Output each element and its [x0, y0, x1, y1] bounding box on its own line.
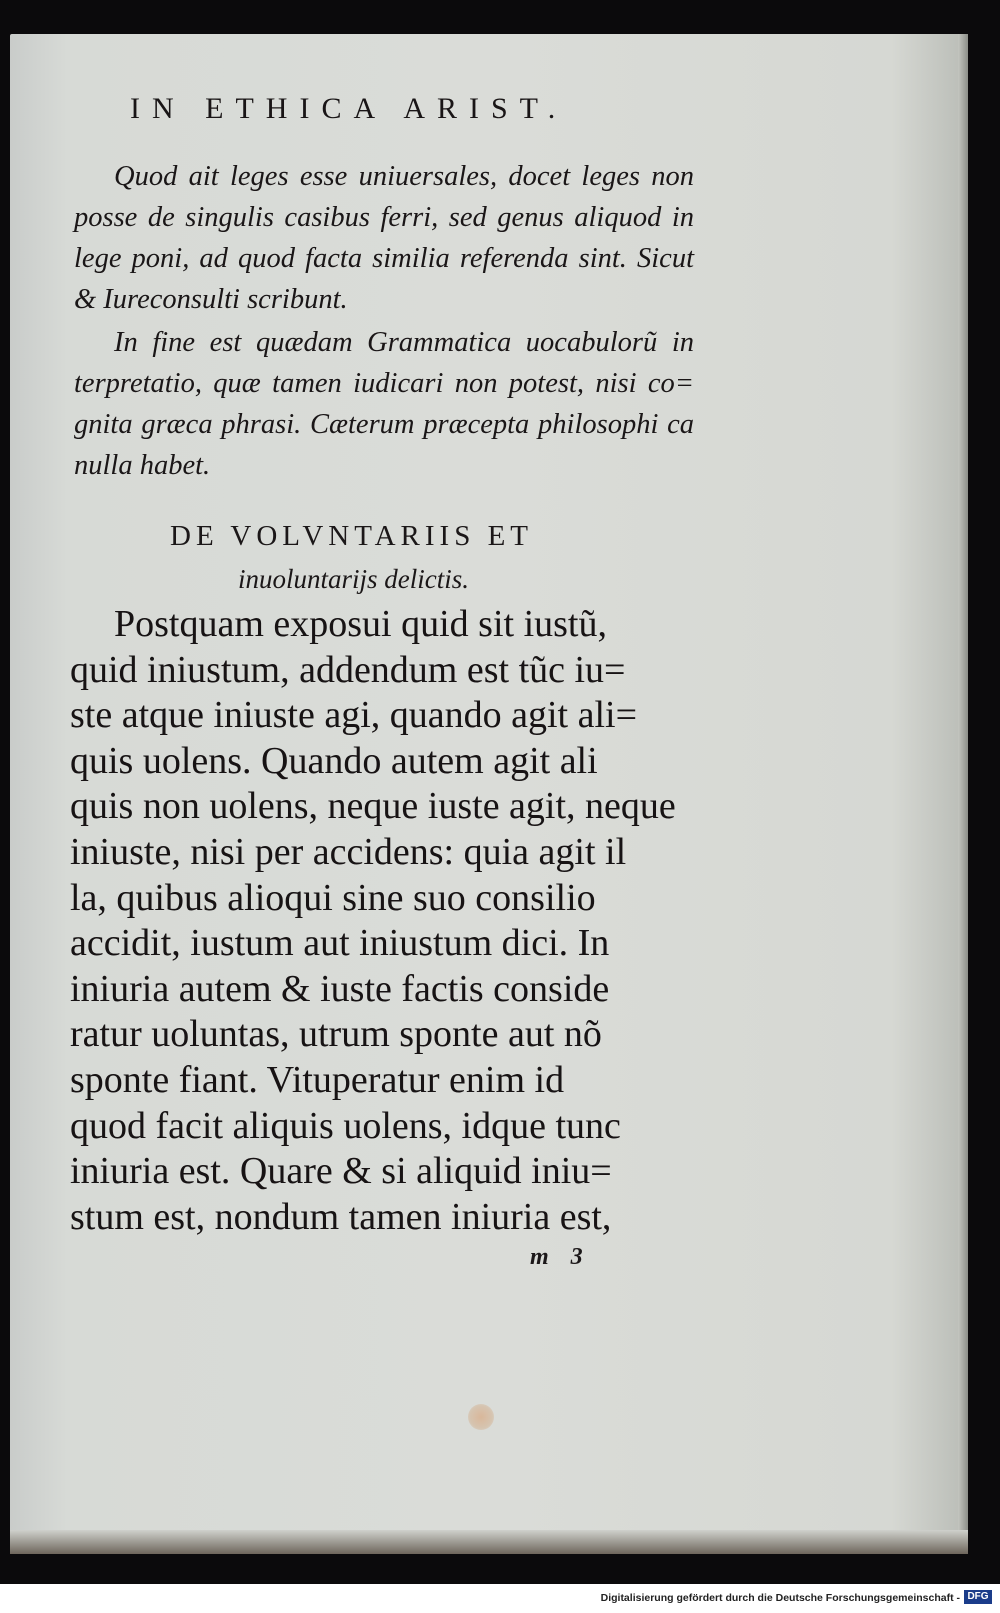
- body-line: Postquam exposui quid sit iustũ,: [114, 603, 607, 645]
- body-line: iniuste, nisi per accidens: quia agit il: [70, 830, 627, 873]
- body-line: iniuria est. Quare & si aliquid iniu=: [70, 1150, 612, 1193]
- footer-bar: [0, 1584, 1000, 1613]
- paper-stain: [468, 1404, 494, 1430]
- body-line: iniuria autem & iuste factis conside: [70, 967, 610, 1010]
- section-subheading: inuoluntarijs delictis.: [238, 564, 470, 594]
- body-line: quid iniustum, addendum est tũc iu=: [70, 648, 626, 691]
- body-line: ratur uoluntas, utrum sponte aut nõ: [70, 1013, 602, 1056]
- footer-credit: Digitalisierung gefördert durch die Deutsche Forschungsgemeinschaft -: [600, 1592, 960, 1604]
- commentary-paragraph: Quod ait leges esse uniuersales, docet leges non posse de singulis casibus ferri, sed genus aliquod in lege poni, ad quod facta similia referenda sint. Sicut & Iureconsulti scribunt.: [74, 161, 694, 315]
- dfg-logo: DFG: [964, 1590, 992, 1604]
- signature-mark: m 3: [530, 1244, 591, 1270]
- body-line: sponte fiant. Vituperatur enim id: [70, 1058, 565, 1101]
- running-head: IN ETHICA ARIST.: [130, 92, 568, 125]
- body-text: [70, 602, 710, 1240]
- body-line: accidit, iustum aut iniustum dici. In: [70, 922, 610, 965]
- body-line: stum est, nondum tamen iniuria est,: [70, 1195, 612, 1238]
- commentary-paragraph: In fine est quædam Grammatica uocabulorũ in terpretatio, quæ tamen iudicari non potest, nisi co= gnita græca phrasi. Cæterum præcepta philosophi ca nulla habet.: [74, 327, 694, 481]
- body-line: quod facit aliquis uolens, idque tunc: [70, 1104, 621, 1147]
- page-edge: [958, 34, 968, 1554]
- page-bottom-edge: [10, 1530, 968, 1554]
- body-line: quis uolens. Quando autem agit ali: [70, 739, 598, 782]
- body-line: quis non uolens, neque iuste agit, neque: [70, 785, 676, 828]
- section-heading: DE VOLVNTARIIS ET: [170, 520, 534, 552]
- commentary-block: [74, 156, 694, 486]
- body-line: ste atque iniuste agi, quando agit ali=: [70, 694, 638, 737]
- body-line: la, quibus alioqui sine suo consilio: [70, 876, 596, 919]
